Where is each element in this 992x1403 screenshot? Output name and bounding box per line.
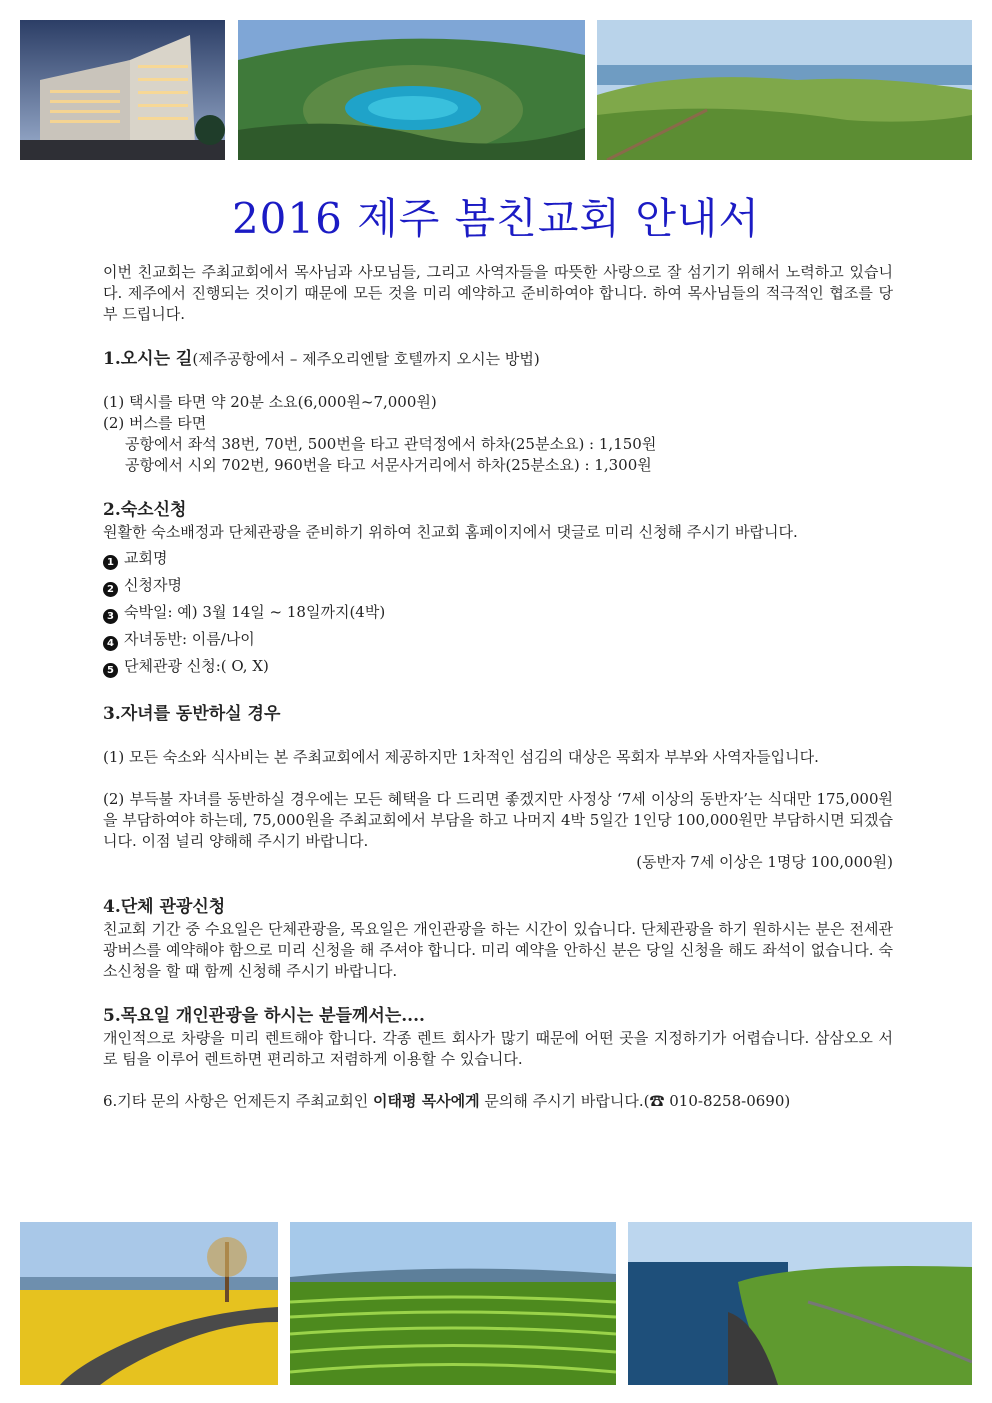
- section3-heading: 3.자녀를 동반하실 경우: [103, 704, 281, 724]
- section1-bus-line-2: 공항에서 시외 702번, 960번을 타고 서문사거리에서 하차(25분소요) : 1,300원: [125, 456, 652, 474]
- contact-person: 이태평 목사에게: [373, 1092, 480, 1110]
- section3-note: (동반자 7세 이상은 1명당 100,000원): [636, 853, 893, 871]
- number-bullet-icon: 4: [103, 636, 118, 651]
- list-item-label: 단체관광 신청:( O, X): [124, 657, 269, 675]
- list-item: [103, 653, 893, 680]
- document-body: [103, 262, 893, 1112]
- section5-text: 개인적으로 차량을 미리 렌트해야 합니다. 각종 렌트 회사가 많기 때문에 어떤 곳을 지정하기가 어렵습니다. 삼삼오오 서로 팀을 이루어 렌트하면 편리하고 저렴하게 이용할 수 있습니다.: [103, 1029, 893, 1068]
- section1-heading-sub: (제주공항에서 – 제주오리엔탈 호텔까지 오시는 방법): [192, 350, 540, 368]
- list-item-label: 교회명: [124, 549, 168, 567]
- section1-line-2: (2) 버스를 타면: [103, 414, 207, 432]
- number-bullet-icon: 5: [103, 663, 118, 678]
- contact-prefix: 6.기타 문의 사항은 언제든지 주최교회인: [103, 1092, 373, 1110]
- phone-icon: ☎: [649, 1092, 665, 1110]
- section1-line-1: (1) 택시를 타면 약 20분 소요(6,000원~7,000원): [103, 393, 437, 411]
- list-item: [103, 599, 893, 626]
- list-item: [103, 545, 893, 572]
- section3-paragraph-2: (2) 부득불 자녀를 동반하실 경우에는 모든 혜택을 다 드리면 좋겠지만 사정상 ‘7세 이상의 동반자’는 식대만 175,000원을 부담하여야 하는데, 75,000원을 주최교회에서 부담을 하고 나머지 4박 5일간 1인당 100,000원만 부담하시면 되겠습니다. 이점 널리 양해해 주시기 바랍니다.: [103, 790, 893, 850]
- section4-text: 친교회 기간 중 수요일은 단체관광을, 목요일은 개인관광을 하는 시간이 있습니다. 단체관광을 하기 원하시는 분은 전세관광버스를 예약해야 함으로 미리 신청을 해 주셔야 합니다. 미리 예약을 안하신 분은 당일 신청을 해도 좌석이 없습니다. 숙소신청을 할 때 함께 신청해 주시기 바랍니다.: [103, 920, 893, 980]
- section1-bus-line-1: 공항에서 좌석 38번, 70번, 500번을 타고 관덕정에서 하차(25분소요) : 1,150원: [125, 435, 657, 453]
- page-title: 2016 제주 봄친교회 안내서: [231, 194, 761, 243]
- number-bullet-icon: 1: [103, 555, 118, 570]
- section6-contact-line: [103, 1091, 893, 1112]
- contact-middle: 문의해 주시기 바랍니다.(: [479, 1092, 650, 1110]
- list-item: [103, 626, 893, 653]
- number-bullet-icon: 2: [103, 582, 118, 597]
- section1-heading-text: 1.오시는 길: [103, 349, 193, 369]
- list-item-label: 숙박일: 예) 3월 14일 ~ 18일까지(4박): [124, 603, 386, 621]
- photo-hotel: [20, 20, 225, 160]
- photo-coastal-hill: [597, 20, 972, 160]
- section5-heading: 5.목요일 개인관광을 하시는 분들께서는....: [103, 1006, 425, 1026]
- section2-heading: 2.숙소신청: [103, 500, 187, 520]
- section2-list: [103, 545, 893, 680]
- section3-paragraph-1: (1) 모든 숙소와 식사비는 본 주최교회에서 제공하지만 1차적인 섬김의 대상은 목회자 부부와 사역자들입니다.: [103, 748, 819, 766]
- photo-green-tea-field: [290, 1222, 616, 1385]
- list-item: [103, 572, 893, 599]
- photo-coastal-cliffs: [628, 1222, 972, 1385]
- section4-heading: 4.단체 관광신청: [103, 897, 226, 917]
- contact-phone: 010-8258-0690): [664, 1092, 791, 1110]
- photo-canola-road: [20, 1222, 278, 1385]
- section1-heading: [103, 347, 893, 371]
- list-item-label: 신청자명: [124, 576, 182, 594]
- intro-paragraph: 이번 친교회는 주최교회에서 목사님과 사모님들, 그리고 사역자들을 따뜻한 사랑으로 잘 섬기기 위해서 노력하고 있습니다. 제주에서 진행되는 것이기 때문에 모든 것을 미리 예약하고 준비하여야 합니다. 하여 목사님들의 적극적인 협조를 당부 드립니다.: [103, 263, 893, 323]
- photo-crater: [238, 20, 585, 160]
- section2-text: 원활한 숙소배정과 단체관광을 준비하기 위하여 친교회 홈페이지에서 댓글로 미리 신청해 주시기 바랍니다.: [103, 523, 798, 541]
- list-item-label: 자녀동반: 이름/나이: [124, 630, 255, 648]
- number-bullet-icon: 3: [103, 609, 118, 624]
